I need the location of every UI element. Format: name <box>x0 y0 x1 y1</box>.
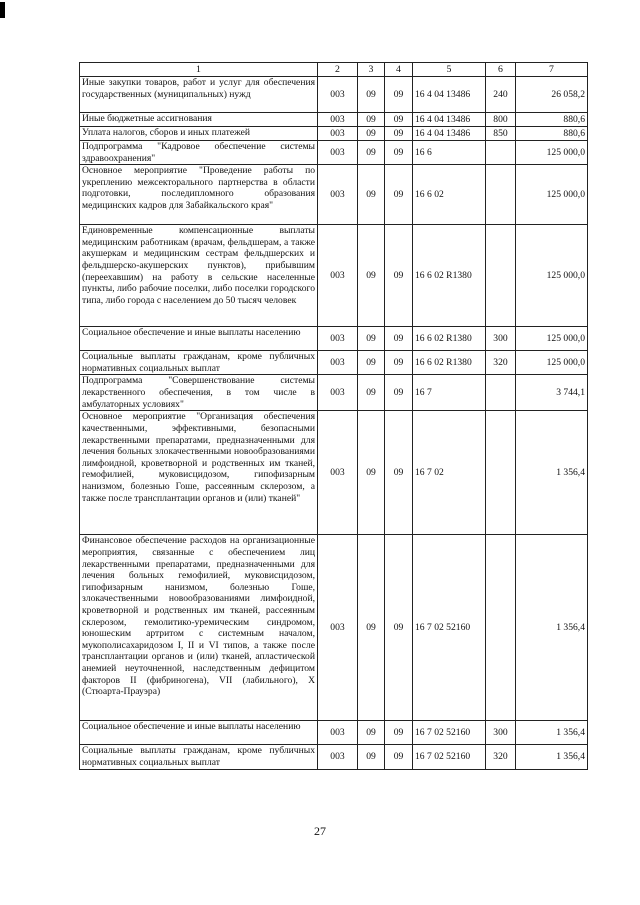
cell-subsection: 09 <box>385 113 413 127</box>
column-header: 3 <box>358 63 385 77</box>
row-name: Финансовое обеспечение расходов на организационные мероприятия, связанные с обеспечением лиц лекарственными препаратами, предназначенными для лечения больных гемофилией, муковисцидозом, гипофизарным нанизмом, болезнью Гоше, злокачественными новообразованиями лимфоидной, кроветворной и родственных им тканей, рассеянным склерозом, гемолитико-уремическим синдромом, юношеским артритом с системным началом, мукополисахаридозом I, II и VI типов, а также после трансплантации органов и (или) тканей, апластической анемией неуточненной, наследственным дефицитом факторов II (фибриногена), VII (лабильного), X (Стюарта-Прауэра) <box>80 535 318 721</box>
cell-section: 09 <box>358 225 385 327</box>
cell-target-article: 16 7 02 52160 <box>413 535 486 721</box>
table-row <box>80 535 588 721</box>
cell-section: 09 <box>358 375 385 411</box>
row-name: Социальное обеспечение и иные выплаты населению <box>80 327 318 351</box>
cell-subsection: 09 <box>385 721 413 745</box>
table-row <box>80 127 588 141</box>
table-row <box>80 745 588 769</box>
column-header: 4 <box>385 63 413 77</box>
column-header: 7 <box>516 63 588 77</box>
table-row <box>80 721 588 745</box>
cell-expense-type: 800 <box>486 113 516 127</box>
table-row <box>80 77 588 113</box>
cell-ministry: 003 <box>318 225 358 327</box>
cell-expense-type: 300 <box>486 721 516 745</box>
cell-ministry: 003 <box>318 351 358 375</box>
cell-subsection: 09 <box>385 411 413 535</box>
cell-section: 09 <box>358 141 385 165</box>
cell-section: 09 <box>358 165 385 225</box>
column-header: 2 <box>318 63 358 77</box>
cell-target-article: 16 4 04 13486 <box>413 127 486 141</box>
cell-expense-type <box>486 225 516 327</box>
row-name: Социальное обеспечение и иные выплаты населению <box>80 721 318 745</box>
cell-amount: 26 058,2 <box>516 77 588 113</box>
row-name: Подпрограмма "Совершенствование системы лекарственного обеспечения, в том числе в амбулаторных условиях" <box>80 375 318 411</box>
cell-ministry: 003 <box>318 141 358 165</box>
cell-target-article: 16 7 02 52160 <box>413 745 486 769</box>
cell-subsection: 09 <box>385 351 413 375</box>
table-row <box>80 351 588 375</box>
cell-section: 09 <box>358 327 385 351</box>
cell-ministry: 003 <box>318 77 358 113</box>
cell-amount: 125 000,0 <box>516 327 588 351</box>
cell-amount: 125 000,0 <box>516 351 588 375</box>
cell-target-article: 16 7 <box>413 375 486 411</box>
cell-amount: 125 000,0 <box>516 141 588 165</box>
budget-table <box>79 62 588 770</box>
cell-section: 09 <box>358 77 385 113</box>
cell-target-article: 16 6 02 R1380 <box>413 225 486 327</box>
cell-expense-type <box>486 165 516 225</box>
row-name: Иные бюджетные ассигнования <box>80 113 318 127</box>
row-name: Социальные выплаты гражданам, кроме публичных нормативных социальных выплат <box>80 745 318 769</box>
cell-target-article: 16 6 <box>413 141 486 165</box>
row-name: Иные закупки товаров, работ и услуг для обеспечения государственных (муниципальных) нужд <box>80 77 318 113</box>
cell-section: 09 <box>358 113 385 127</box>
cell-expense-type <box>486 411 516 535</box>
table-row <box>80 141 588 165</box>
scan-corner-mark <box>0 2 5 18</box>
cell-ministry: 003 <box>318 535 358 721</box>
table-row <box>80 225 588 327</box>
cell-expense-type: 850 <box>486 127 516 141</box>
cell-expense-type: 320 <box>486 351 516 375</box>
cell-amount: 1 356,4 <box>516 535 588 721</box>
table-row <box>80 113 588 127</box>
table-row <box>80 375 588 411</box>
cell-target-article: 16 6 02 R1380 <box>413 327 486 351</box>
cell-subsection: 09 <box>385 127 413 141</box>
cell-section: 09 <box>358 351 385 375</box>
cell-section: 09 <box>358 745 385 769</box>
cell-ministry: 003 <box>318 127 358 141</box>
cell-target-article: 16 4 04 13486 <box>413 113 486 127</box>
cell-expense-type <box>486 535 516 721</box>
page-number: 27 <box>314 824 326 838</box>
cell-subsection: 09 <box>385 77 413 113</box>
column-header: 5 <box>413 63 486 77</box>
table-row <box>80 411 588 535</box>
cell-subsection: 09 <box>385 165 413 225</box>
column-header: 6 <box>486 63 516 77</box>
table-row <box>80 165 588 225</box>
cell-target-article: 16 6 02 <box>413 165 486 225</box>
cell-amount: 880,6 <box>516 127 588 141</box>
cell-expense-type: 240 <box>486 77 516 113</box>
cell-subsection: 09 <box>385 327 413 351</box>
cell-ministry: 003 <box>318 165 358 225</box>
cell-section: 09 <box>358 127 385 141</box>
table-row <box>80 327 588 351</box>
cell-expense-type <box>486 141 516 165</box>
cell-expense-type: 300 <box>486 327 516 351</box>
cell-subsection: 09 <box>385 375 413 411</box>
cell-ministry: 003 <box>318 745 358 769</box>
cell-ministry: 003 <box>318 721 358 745</box>
column-header: 1 <box>80 63 318 77</box>
row-name: Основное мероприятие "Проведение работы по укреплению межсекторального партнерства в области подготовки, последипломного образования медицинских кадров для Забайкальского края" <box>80 165 318 225</box>
cell-target-article: 16 6 02 R1380 <box>413 351 486 375</box>
cell-subsection: 09 <box>385 745 413 769</box>
cell-target-article: 16 7 02 52160 <box>413 721 486 745</box>
cell-amount: 1 356,4 <box>516 721 588 745</box>
cell-ministry: 003 <box>318 327 358 351</box>
cell-amount: 125 000,0 <box>516 165 588 225</box>
cell-amount: 3 744,1 <box>516 375 588 411</box>
row-name: Подпрограмма "Кадровое обеспечение системы здравоохранения" <box>80 141 318 165</box>
cell-amount: 880,6 <box>516 113 588 127</box>
cell-section: 09 <box>358 411 385 535</box>
cell-section: 09 <box>358 721 385 745</box>
cell-subsection: 09 <box>385 141 413 165</box>
cell-ministry: 003 <box>318 113 358 127</box>
row-name: Уплата налогов, сборов и иных платежей <box>80 127 318 141</box>
cell-expense-type: 320 <box>486 745 516 769</box>
cell-amount: 1 356,4 <box>516 411 588 535</box>
header-row <box>80 63 588 77</box>
row-name: Единовременные компенсационные выплаты медицинским работникам (врачам, фельдшерам, а также акушеркам и медицинским сестрам фельдшерских и фельдшерско-акушерских пунктов), прибывшим (переехавшим) на работу в сельские населенные пункты, либо рабочие поселки, либо поселки городского типа, либо города с населением до 50 тысяч человек <box>80 225 318 327</box>
cell-target-article: 16 7 02 <box>413 411 486 535</box>
row-name: Социальные выплаты гражданам, кроме публичных нормативных социальных выплат <box>80 351 318 375</box>
cell-expense-type <box>486 375 516 411</box>
cell-subsection: 09 <box>385 225 413 327</box>
cell-amount: 1 356,4 <box>516 745 588 769</box>
cell-amount: 125 000,0 <box>516 225 588 327</box>
row-name: Основное мероприятие "Организация обеспечения качественными, эффективными, безопасными лекарственными препаратами, предназначенными для лечения больных злокачественными новообразованиями лимфоидной, кроветворной и родственных им тканей, гемофилией, муковисцидозом, гипофизарным нанизмом, болезнью Гоше, рассеянным склерозом, а также после трансплантации органов и (или) тканей" <box>80 411 318 535</box>
cell-ministry: 003 <box>318 375 358 411</box>
cell-section: 09 <box>358 535 385 721</box>
cell-subsection: 09 <box>385 535 413 721</box>
cell-ministry: 003 <box>318 411 358 535</box>
cell-target-article: 16 4 04 13486 <box>413 77 486 113</box>
